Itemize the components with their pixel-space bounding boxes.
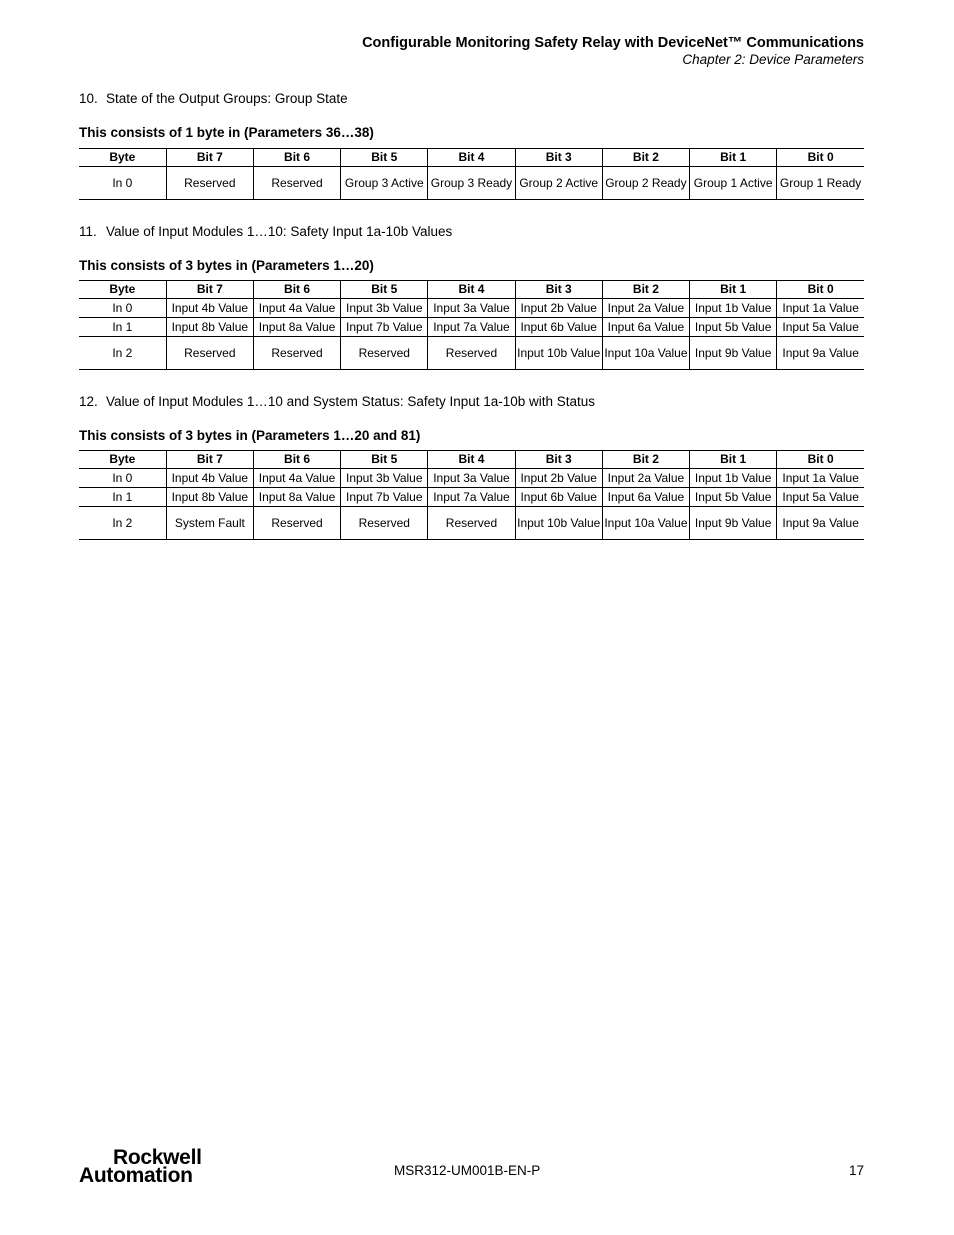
byte-cell: In 1 bbox=[112, 319, 133, 334]
bit-cell: Group 3 Ready bbox=[428, 167, 515, 200]
logo-line-automation: Automation bbox=[79, 1164, 193, 1187]
bit-cell: Reserved bbox=[253, 507, 340, 540]
bit-cell: Group 1 Active bbox=[690, 167, 777, 200]
table-header-row bbox=[79, 281, 864, 299]
column-header: Bit 7 bbox=[166, 281, 253, 299]
bit-cell: Group 2 Active bbox=[515, 167, 602, 200]
group-state-table bbox=[79, 148, 864, 200]
column-header: Bit 0 bbox=[777, 149, 864, 167]
table-row bbox=[79, 299, 864, 318]
column-header: Bit 4 bbox=[428, 451, 515, 469]
bit-cell: Input 7b Value bbox=[341, 318, 428, 337]
column-header: Bit 2 bbox=[602, 281, 689, 299]
bit-cell: Input 3b Value bbox=[341, 299, 428, 318]
byte-cell: In 0 bbox=[112, 470, 133, 485]
page-header bbox=[362, 35, 864, 68]
column-header: Bit 1 bbox=[690, 149, 777, 167]
table-row bbox=[79, 488, 864, 507]
bit-cell: Input 7a Value bbox=[428, 488, 515, 507]
bit-cell: Input 2a Value bbox=[602, 469, 689, 488]
document-title: Configurable Monitoring Safety Relay with DeviceNet™ Communications bbox=[362, 35, 864, 51]
bit-cell: Input 7b Value bbox=[341, 488, 428, 507]
bit-cell: Input 8b Value bbox=[166, 318, 253, 337]
table-row bbox=[79, 167, 864, 200]
bit-cell: Input 3a Value bbox=[428, 469, 515, 488]
bit-cell: Reserved bbox=[428, 507, 515, 540]
column-header: Bit 0 bbox=[777, 451, 864, 469]
bit-cell: Input 3a Value bbox=[428, 299, 515, 318]
bit-cell: Group 3 Active bbox=[341, 167, 428, 200]
column-header: Bit 4 bbox=[428, 281, 515, 299]
section-number: 11. bbox=[79, 224, 97, 239]
chapter-subtitle: Chapter 2: Device Parameters bbox=[682, 52, 864, 67]
bit-cell: Reserved bbox=[166, 337, 253, 370]
bit-cell: Group 1 Ready bbox=[777, 167, 864, 200]
byte-cell: In 1 bbox=[112, 489, 133, 504]
rockwell-automation-logo bbox=[79, 1146, 202, 1187]
page-number: 17 bbox=[848, 1163, 864, 1178]
bit-cell: Reserved bbox=[341, 507, 428, 540]
bit-cell: Reserved bbox=[253, 337, 340, 370]
bit-cell: Input 1a Value bbox=[777, 299, 864, 318]
byte-cell: In 2 bbox=[112, 345, 133, 360]
column-header: Bit 4 bbox=[428, 149, 515, 167]
bit-cell: Input 6b Value bbox=[515, 318, 602, 337]
table-header-row bbox=[79, 451, 864, 469]
column-header: Bit 2 bbox=[602, 451, 689, 469]
column-header: Bit 6 bbox=[253, 149, 340, 167]
bit-cell: Input 10a Value bbox=[602, 507, 689, 540]
byte-cell: In 0 bbox=[112, 175, 133, 190]
table-caption-11: This consists of 3 bytes in (Parameters 1…20) bbox=[79, 258, 374, 273]
bit-cell: Input 1b Value bbox=[690, 469, 777, 488]
bit-cell: Input 9b Value bbox=[690, 507, 777, 540]
bit-cell: Input 1b Value bbox=[690, 299, 777, 318]
bit-cell: Input 8b Value bbox=[166, 488, 253, 507]
section-number: 10. bbox=[79, 91, 98, 106]
bit-cell: Input 10b Value bbox=[515, 337, 602, 370]
section-heading-text: Value of Input Modules 1…10: Safety Input 1a-10b Values bbox=[106, 224, 453, 239]
column-header: Bit 1 bbox=[690, 281, 777, 299]
byte-cell: In 2 bbox=[112, 515, 133, 530]
bit-cell: Reserved bbox=[341, 337, 428, 370]
column-header: Byte bbox=[109, 452, 136, 466]
bit-cell: Input 9a Value bbox=[777, 337, 864, 370]
bit-cell: Input 4b Value bbox=[166, 299, 253, 318]
table-header-row bbox=[79, 149, 864, 167]
document-id: MSR312-UM001B-EN-P bbox=[394, 1163, 541, 1178]
column-header: Bit 5 bbox=[341, 451, 428, 469]
section-heading-12 bbox=[79, 394, 595, 409]
section-heading-11 bbox=[79, 224, 452, 239]
bit-cell: System Fault bbox=[166, 507, 253, 540]
column-header: Bit 7 bbox=[166, 451, 253, 469]
column-header: Byte bbox=[109, 150, 136, 164]
section-heading-text: State of the Output Groups: Group State bbox=[106, 91, 348, 106]
bit-cell: Input 2b Value bbox=[515, 299, 602, 318]
bit-cell: Input 1a Value bbox=[777, 469, 864, 488]
column-header: Bit 0 bbox=[777, 281, 864, 299]
bit-cell: Input 3b Value bbox=[341, 469, 428, 488]
bit-cell: Input 4a Value bbox=[253, 469, 340, 488]
bit-cell: Reserved bbox=[428, 337, 515, 370]
bit-cell: Input 5a Value bbox=[777, 318, 864, 337]
bit-cell: Input 10a Value bbox=[602, 337, 689, 370]
bit-cell: Input 9a Value bbox=[777, 507, 864, 540]
bit-cell: Input 6b Value bbox=[515, 488, 602, 507]
table-row bbox=[79, 469, 864, 488]
section-heading-text: Value of Input Modules 1…10 and System Status: Safety Input 1a-10b with Status bbox=[106, 394, 596, 409]
input-status-table bbox=[79, 450, 864, 540]
input-values-table bbox=[79, 280, 864, 370]
column-header: Bit 3 bbox=[515, 281, 602, 299]
bit-cell: Input 7a Value bbox=[428, 318, 515, 337]
table-row bbox=[79, 507, 864, 540]
column-header: Bit 6 bbox=[253, 281, 340, 299]
bit-cell: Input 8a Value bbox=[253, 318, 340, 337]
table-row bbox=[79, 337, 864, 370]
column-header: Bit 2 bbox=[602, 149, 689, 167]
bit-cell: Input 4a Value bbox=[253, 299, 340, 318]
column-header: Bit 5 bbox=[341, 149, 428, 167]
byte-cell: In 0 bbox=[112, 300, 133, 315]
bit-cell: Input 6a Value bbox=[602, 488, 689, 507]
column-header: Byte bbox=[109, 282, 136, 296]
bit-cell: Input 8a Value bbox=[253, 488, 340, 507]
bit-cell: Input 10b Value bbox=[515, 507, 602, 540]
bit-cell: Input 2b Value bbox=[515, 469, 602, 488]
logo-line-rockwell: Rockwell bbox=[113, 1146, 202, 1169]
table-caption-12: This consists of 3 bytes in (Parameters 1…20 and 81) bbox=[79, 428, 421, 443]
bit-cell: Input 9b Value bbox=[690, 337, 777, 370]
table-row bbox=[79, 318, 864, 337]
bit-cell: Reserved bbox=[166, 167, 253, 200]
bit-cell: Input 5a Value bbox=[777, 488, 864, 507]
bit-cell: Input 6a Value bbox=[602, 318, 689, 337]
column-header: Bit 6 bbox=[253, 451, 340, 469]
bit-cell: Input 4b Value bbox=[166, 469, 253, 488]
bit-cell: Group 2 Ready bbox=[602, 167, 689, 200]
column-header: Bit 5 bbox=[341, 281, 428, 299]
column-header: Bit 7 bbox=[166, 149, 253, 167]
bit-cell: Reserved bbox=[253, 167, 340, 200]
column-header: Bit 3 bbox=[515, 451, 602, 469]
bit-cell: Input 5b Value bbox=[690, 488, 777, 507]
column-header: Bit 3 bbox=[515, 149, 602, 167]
bit-cell: Input 2a Value bbox=[602, 299, 689, 318]
bit-cell: Input 5b Value bbox=[690, 318, 777, 337]
section-heading-10 bbox=[79, 91, 348, 106]
section-number: 12. bbox=[79, 394, 98, 409]
column-header: Bit 1 bbox=[690, 451, 777, 469]
table-caption-10: This consists of 1 byte in (Parameters 36…38) bbox=[79, 125, 374, 140]
